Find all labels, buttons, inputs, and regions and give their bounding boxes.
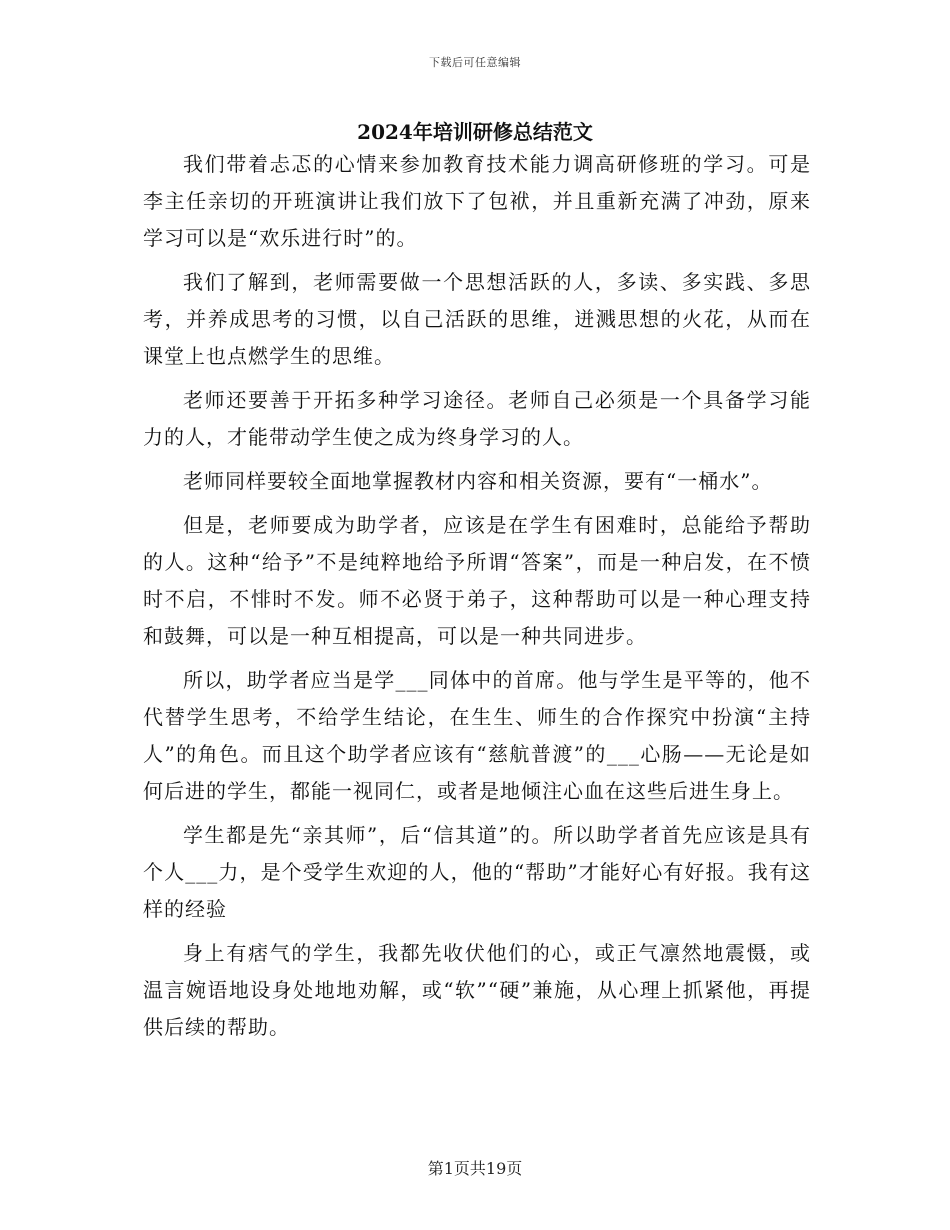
paragraph: 我们带着忐忑的心情来参加教育技术能力调高研修班的学习。可是李主任亲切的开班演讲让我们放下了包袱，并且重新充满了冲劲，原来学习可以是“欢乐进行时”的。 (143, 152, 811, 250)
paragraph: 但是，老师要成为助学者，应该是在学生有困难时，总能给予帮助的人。这种“给予”不是纯粹地给予所谓“答案”，而是一种启发，在不愤时不启，不悱时不发。师不必贤于弟子，这种帮助可以是一种心理支持和鼓舞，可以是一种互相提高，可以是一种共同进步。 (143, 513, 811, 648)
document-body (143, 146, 811, 1053)
page-indicator: 第1页共19页 (427, 1159, 523, 1178)
paragraph: 身上有痞气的学生，我都先收伏他们的心，或正气凛然地震慑，或温言婉语地设身处地地劝解，或“软”“硬”兼施，从心理上抓紧他，再提供后续的帮助。 (143, 941, 811, 1039)
paragraph: 我们了解到，老师需要做一个思想活跃的人，多读、多实践、多思考，并养成思考的习惯，以自己活跃的思维，迸溅思想的火花，从而在课堂上也点燃学生的思维。 (143, 270, 811, 368)
header-note: 下载后可任意编辑 (429, 56, 521, 69)
paragraph: 学生都是先“亲其师”，后“信其道”的。所以助学者首先应该是具有个人___力，是个受学生欢迎的人，他的“帮助”才能好心有好报。我有这样的经验 (143, 823, 811, 921)
paragraph: 老师同样要较全面地掌握教材内容和相关资源，要有“一桶水”。 (183, 469, 773, 493)
paragraph: 所以，助学者应当是学___同体中的首席。他与学生是平等的，他不代替学生思考，不给学生结论，在生生、师生的合作探究中扮演“主持人”的角色。而且这个助学者应该有“慈航普渡”的___心肠——无论是如何后进的学生，都能一视同仁，或者是地倾注心血在这些后进生身上。 (143, 668, 811, 803)
document-title: 2024年培训研修总结范文 (357, 120, 593, 144)
paragraph: 老师还要善于开拓多种学习途径。老师自己必须是一个具备学习能力的人，才能带动学生使之成为终身学习的人。 (143, 388, 811, 449)
